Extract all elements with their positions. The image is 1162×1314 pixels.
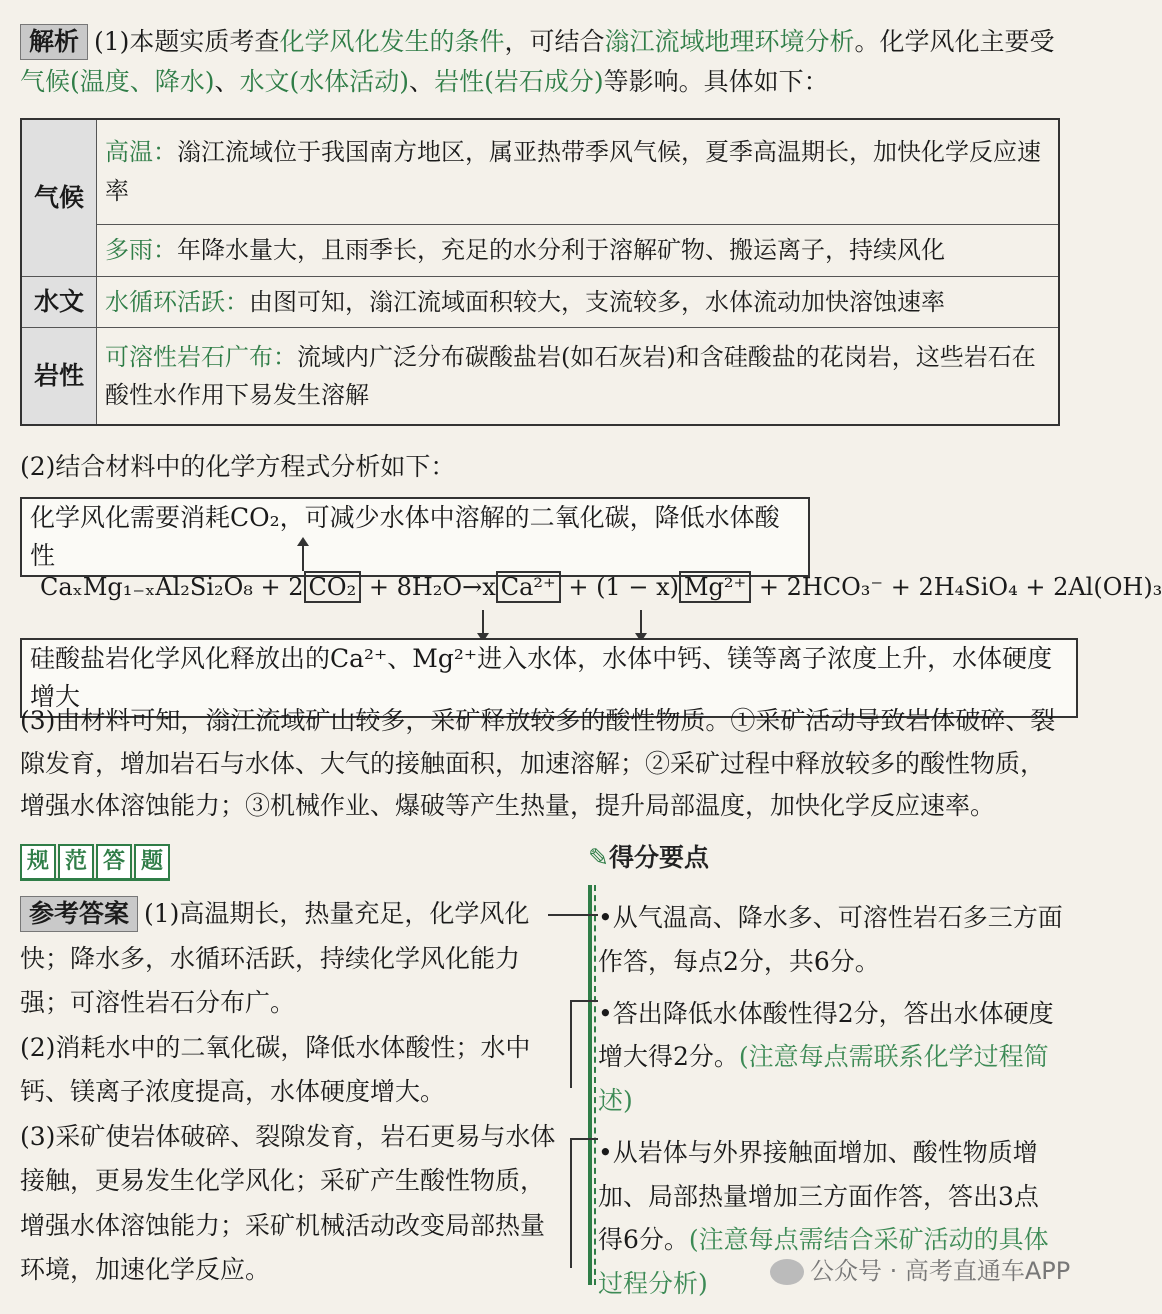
connector-line [570, 1000, 598, 1002]
score-point-3: •从岩体与外界接触面增加、酸性物质增加、局部热量增加三方面作答，答出3点得6分。(注意每点需结合采矿活动的具体过程分析) [598, 1137, 1049, 1298]
standard-answer-header: 规 范 答 题 [20, 840, 172, 880]
ca-box: Ca²⁺ [496, 571, 561, 603]
table-cell-hydro: 水循环活跃：由图可知，滃江流域面积较大，支流较多，水体流动加快溶蚀速率 [97, 276, 1060, 327]
analysis-badge: 解析 [20, 24, 88, 60]
table-cell-rock: 可溶性岩石广布：流域内广泛分布碳酸盐岩(如石灰岩)和含硅酸盐的花岗岩，这些岩石在酸性水作用下易发生溶解 [97, 327, 1060, 425]
connector-bracket [570, 1000, 572, 1088]
factor-table [20, 118, 1060, 426]
hardness-explanation-box: 硅酸盐岩化学风化释放出的Ca²⁺、Mg²⁺进入水体，水体中钙、镁等离子浓度上升，水体硬度增大 [20, 638, 1078, 718]
score-points-header: ✎得分要点 [588, 843, 709, 872]
answer-2: (2)消耗水中的二氧化碳，降低水体酸性；水中钙、镁离子浓度提高，水体硬度增大。 [20, 1032, 531, 1106]
reference-answers [20, 892, 560, 1293]
table-header-hydro: 水文 [21, 276, 97, 327]
connector-line [548, 914, 598, 916]
answer-3: (3)采矿使岩体破碎、裂隙发育，岩石更易与水体接触，更易发生化学风化；采矿产生酸性物质，增强水体溶蚀能力；采矿机械活动改变局部热量环境，加速化学反应。 [20, 1121, 556, 1284]
co2-explanation-box: 化学风化需要消耗CO₂，可减少水体中溶解的二氧化碳，降低水体酸性 [20, 497, 810, 577]
divider-line [588, 885, 592, 1285]
part2-title: (2)结合材料中的化学方程式分析如下： [20, 452, 456, 481]
connector-bracket [570, 1138, 572, 1268]
arrow-down-icon [482, 610, 484, 634]
co2-box: CO₂ [304, 571, 362, 603]
connector-line [570, 1138, 598, 1140]
table-header-climate: 气候 [21, 119, 97, 276]
score-point-2: •答出降低水体酸性得2分，答出水体硬度增大得2分。(注意每点需联系化学过程简述) [598, 998, 1054, 1115]
part3-text: (3)由材料可知，滃江流域矿山较多，采矿释放较多的酸性物质。①采矿活动导致岩体破碎、裂隙发育，增加岩石与水体、大气的接触面积，加速溶解；②采矿过程中释放较多的酸性物质，增强水体溶蚀能力；③机械作业、爆破等产生热量，提升局部温度，加快化学反应速率。 [20, 706, 1056, 820]
divider-dash [594, 885, 596, 1285]
table-cell-rain: 多雨：年降水量大，且雨季长，充足的水分利于溶解矿物、搬运离子，持续风化 [97, 224, 1060, 276]
table-cell-high-temp: 高温：滃江流域位于我国南方地区，属亚热带季风气候，夏季高温期长，加快化学反应速率 [97, 119, 1060, 224]
answer-1: (1)高温期长，热量充足，化学风化快；降水多，水循环活跃，持续化学风化能力强；可溶性岩石分布广。 [20, 899, 530, 1017]
table-header-rock: 岩性 [21, 327, 97, 425]
header-underline [20, 878, 170, 881]
wechat-icon [770, 1259, 804, 1285]
analysis-intro: 解析 (1)本题实质考查化学风化发生的条件，可结合滃江流域地理环境分析。化学风化主要受气候(温度、降水)、水文(水体活动)、岩性(岩石成分)等影响。具体如下： [20, 22, 1065, 102]
watermark: 公众号 · 高考直通车APP [770, 1252, 1070, 1290]
answer-badge: 参考答案 [20, 896, 138, 932]
arrow-down-icon [640, 610, 642, 634]
score-point-1: •从气温高、降水多、可溶性岩石多三方面作答，每点2分，共6分。 [598, 903, 1063, 976]
pencil-icon: ✎ [588, 843, 609, 872]
chemical-equation: CaₓMg₁₋ₓAl₂Si₂O₈ + 2 CO₂ + 8H₂O→x Ca²⁺ + (1 − x) Mg²⁺ + 2HCO₃⁻ + 2H₄SiO₄ + 2Al(OH)₃ [40, 573, 1162, 601]
mg-box: Mg²⁺ [679, 571, 751, 603]
